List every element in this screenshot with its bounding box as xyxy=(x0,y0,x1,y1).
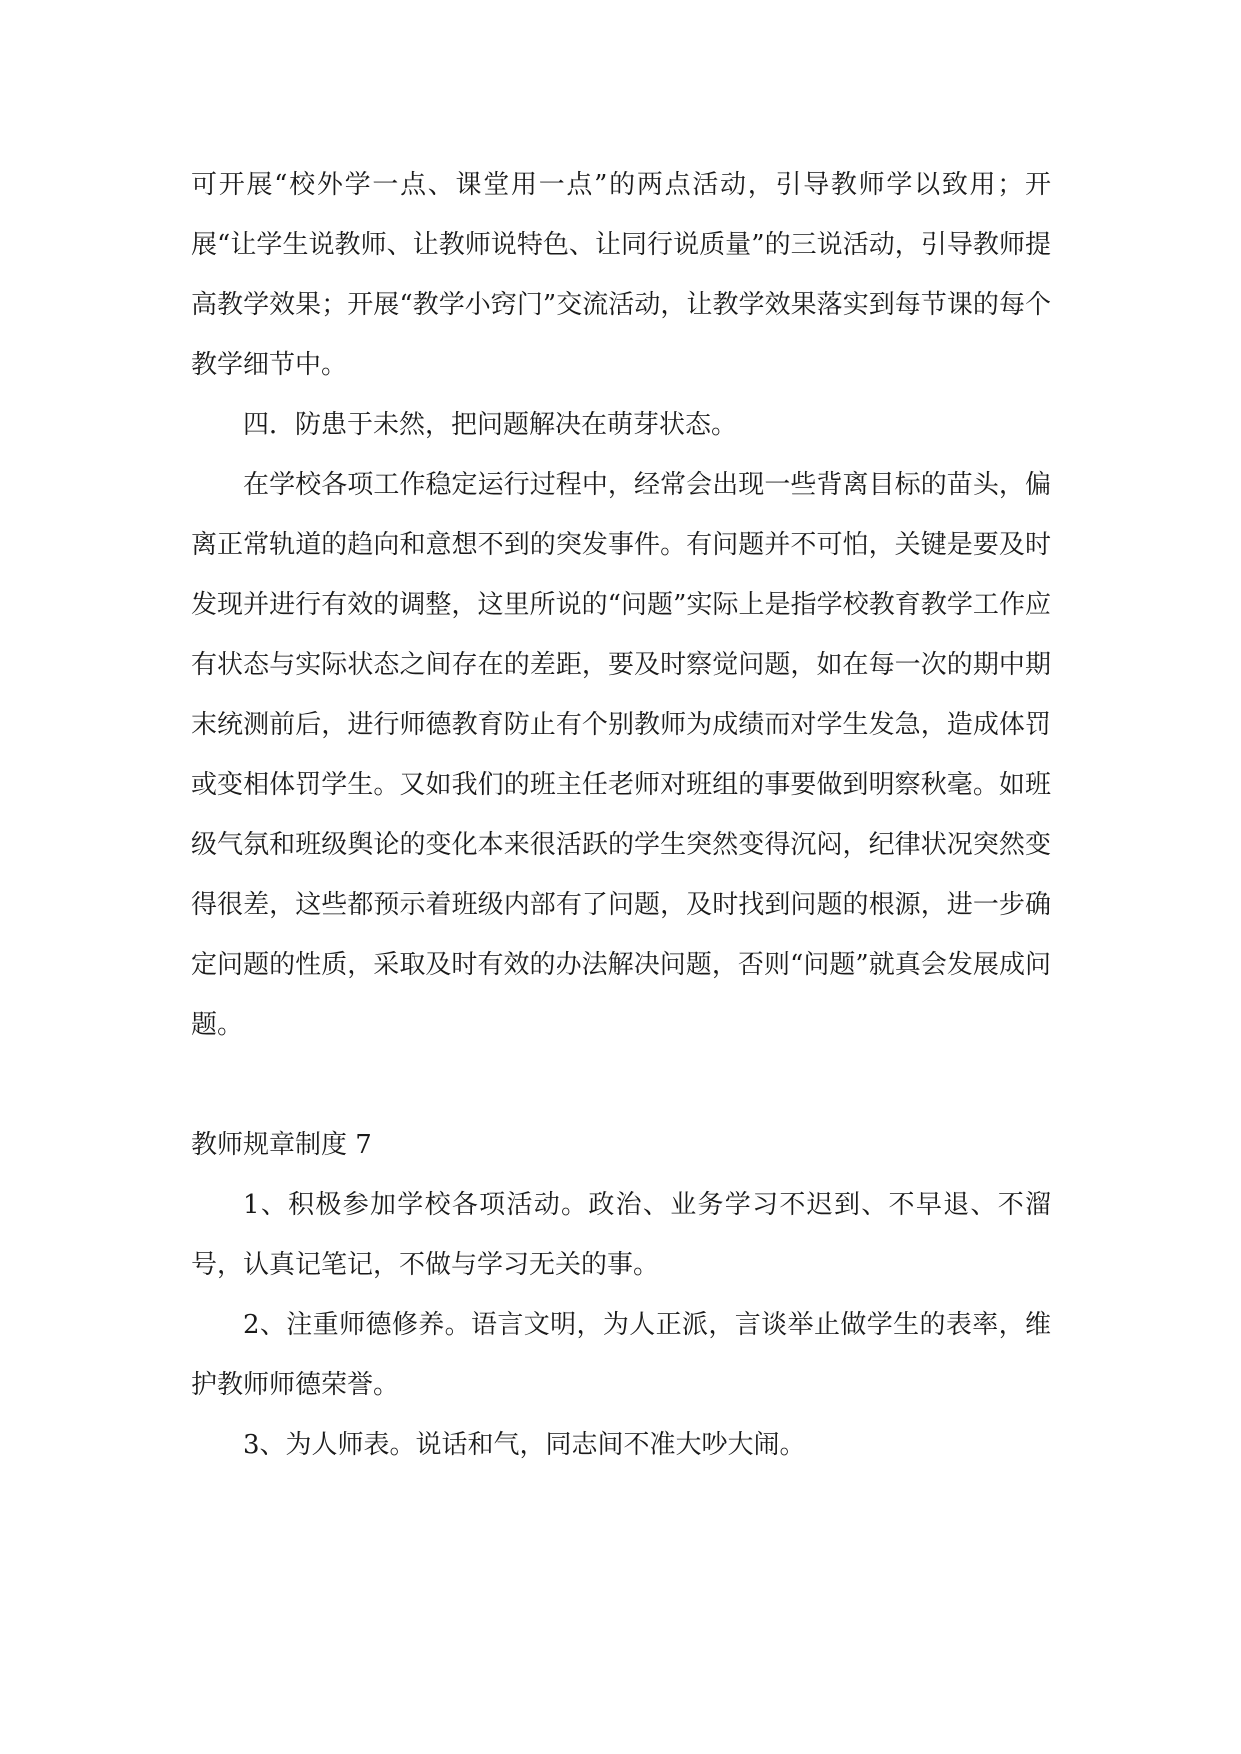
rule-item-2: 2、注重师德修养。语言文明，为人正派，言谈举止做学生的表率，维护教师师德荣誉。 xyxy=(191,1310,1051,1400)
section-title: 教师规章制度 7 xyxy=(191,1130,372,1160)
paragraph-activities: 可开展“校外学一点、课堂用一点”的两点活动，引导教师学以致用；开展“让学生说教师、让教师说特色、让同行说质量”的三说活动，引导教师提高教学效果；开展“教学小窍门”交流活动，让教学效果落实到每节课的每个教学细节中。 xyxy=(191,170,1051,380)
paragraph-problem-prevention: 在学校各项工作稳定运行过程中，经常会出现一些背离目标的苗头，偏离正常轨道的趋向和意想不到的突发事件。有问题并不可怕，关键是要及时发现并进行有效的调整，这里所说的“问题”实际上是指学校教育教学工作应有状态与实际状态之间存在的差距，要及时察觉问题，如在每一次的期中期末统测前后，进行师德教育防止有个别教师为成绩而对学生发急，造成体罚或变相体罚学生。又如我们的班主任老师对班组的事要做到明察秋毫。如班级气氛和班级舆论的变化本来很活跃的学生突然变得沉闷，纪律状况突然变得很差，这些都预示着班级内部有了问题，及时找到问题的根源，进一步确定问题的性质，采取及时有效的办法解决问题，否则“问题”就真会发展成问题。 xyxy=(191,470,1051,1040)
paragraph-section-four-heading: 四．防患于未然，把问题解决在萌芽状态。 xyxy=(243,410,738,440)
rule-item-1: 1、积极参加学校各项活动。政治、业务学习不迟到、不早退、不溜号，认真记笔记，不做与学习无关的事。 xyxy=(191,1190,1051,1280)
rule-item-3: 3、为人师表。说话和气，同志间不准大吵大闹。 xyxy=(243,1430,806,1460)
document-page xyxy=(191,155,1051,1475)
